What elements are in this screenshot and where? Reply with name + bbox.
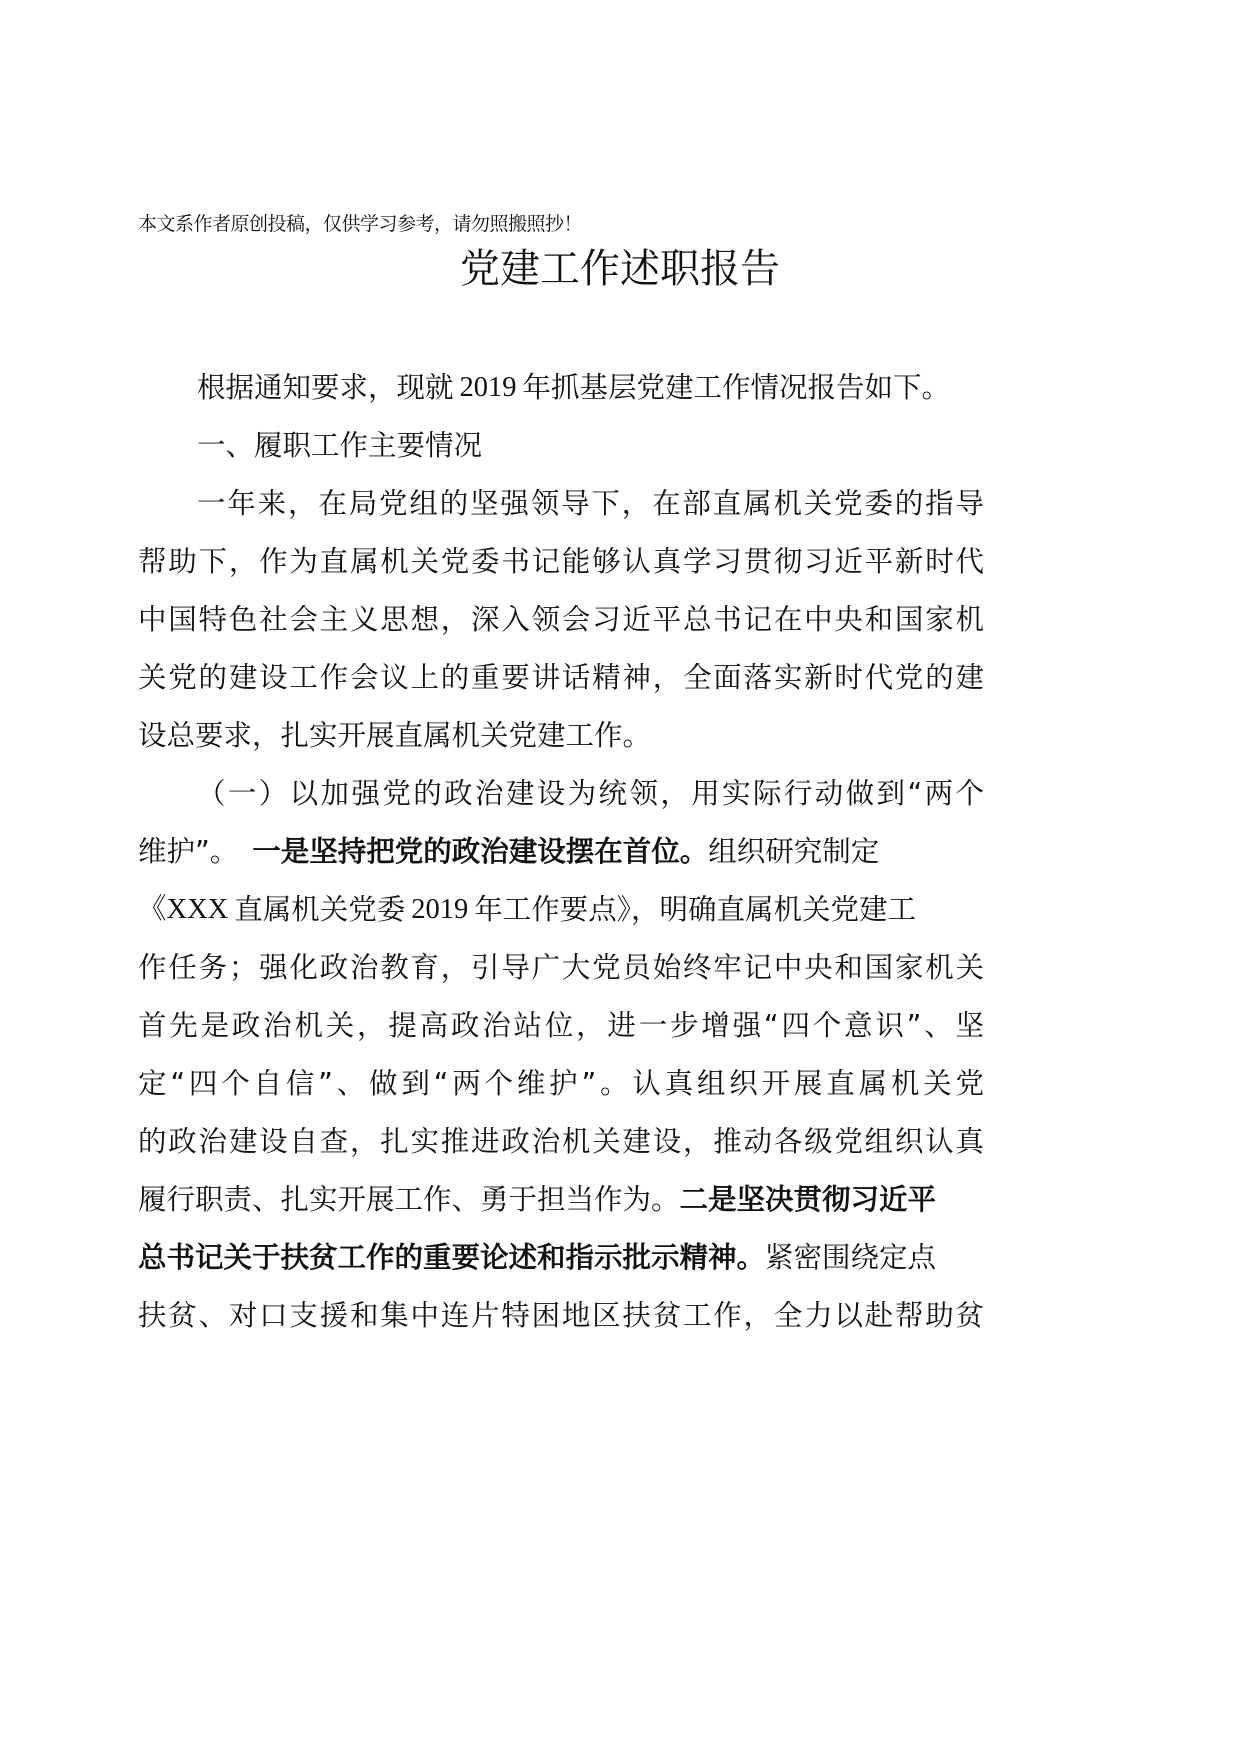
bold-point-two-cont: 总书记关于扶贫工作的重要论述和指示批示精神。: [138, 1241, 766, 1274]
text-segment: 年工作要点》，明确直属机关党建工: [474, 893, 917, 926]
copyright-note: 本文系作者原创投稿，仅供学习参考，请勿照搬照抄！: [138, 213, 583, 235]
section-heading: [138, 417, 984, 475]
bold-point-one: 一是坚持把党的政治建设摆在首位。: [252, 835, 709, 868]
paragraph-line: [138, 939, 984, 997]
year-number: 2019: [459, 372, 517, 403]
text-segment: 扶贫、对口支援和集中连片特困地区扶贫工作，全力以赴帮助贫: [138, 1299, 986, 1332]
text-segment: 定“四个自信”、做到“两个维护”。认真组织开展直属机关党: [138, 1067, 988, 1100]
text-segment: 维护”。: [138, 835, 239, 868]
paragraph-line: [138, 707, 984, 765]
text-segment: 一年来，在局党组的坚强领导下，在部直属机关党委的指导: [197, 487, 986, 520]
paragraph-line: [138, 1171, 984, 1229]
text-segment: （一）以加强党的政治建设为统领，用实际行动做到“两个: [197, 777, 987, 810]
text-segment: 的政治建设自查，扎实推进政治机关建设，推动各级党组织认真: [138, 1125, 986, 1158]
paragraph-line: [138, 1287, 984, 1345]
text-segment: 《XXX: [138, 894, 229, 925]
paragraph-line: [138, 475, 984, 533]
paragraph-line: [138, 649, 984, 707]
section-heading-text: 一、履职工作主要情况: [197, 429, 483, 462]
paragraph-line: [138, 881, 984, 939]
paragraph-line: [138, 997, 987, 1055]
text-segment: 年抓基层党建工作情况报告如下。: [522, 371, 951, 404]
text-segment: 关党的建设工作会议上的重要讲话精神，全面落实新时代党的建: [138, 661, 986, 694]
document-title: [0, 244, 1240, 294]
document-body: [138, 359, 988, 1345]
paragraph-line: [138, 1055, 988, 1113]
text-segment: 中国特色社会主义思想，深入领会习近平总书记在中央和国家机: [138, 603, 986, 636]
paragraph-line: [138, 823, 984, 881]
subsection-heading-line: [138, 765, 987, 823]
bold-point-two: 二是坚决贯彻习近平: [679, 1183, 937, 1216]
text-segment: 帮助下，作为直属机关党委书记能够认真学习贯彻习近平新时代: [138, 545, 986, 578]
year-number: 2019: [411, 894, 469, 925]
paragraph-intro-line: [138, 359, 984, 417]
paragraph-line: [138, 1113, 984, 1171]
text-segment: 直属机关党委: [234, 893, 406, 926]
paragraph-line: [138, 1229, 984, 1287]
text-segment: 履行职责、扎实开展工作、勇于担当作为。: [138, 1183, 680, 1216]
text-segment: 组织研究制定: [708, 835, 880, 868]
text-segment: 设总要求，扎实开展直属机关党建工作。: [138, 719, 652, 752]
paragraph-line: [138, 591, 984, 649]
document-title-text: 党建工作述职报告: [460, 246, 780, 292]
text-segment: 紧密围绕定点: [765, 1241, 937, 1274]
paragraph-line: [138, 533, 984, 591]
text-segment: 根据通知要求，现就: [197, 371, 454, 404]
text-segment: 首先是政治机关，提高政治站位，进一步增强“四个意识”、坚: [138, 1009, 987, 1042]
text-segment: 作任务；强化政治教育，引导广大党员始终牢记中央和国家机关: [138, 951, 986, 984]
